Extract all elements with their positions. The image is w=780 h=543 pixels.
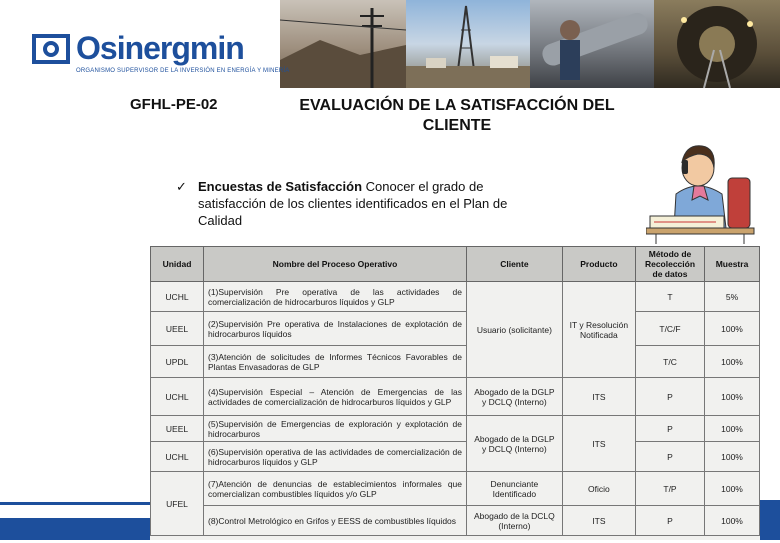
cell-producto: IT y Resolución Notificada — [562, 282, 635, 378]
cell-metodo: T/C — [636, 346, 705, 378]
table-row — [151, 506, 760, 536]
cell-proceso: (1)Supervisión Pre operativa de las actividades de comercialización de hidrocarburos líquidos y GLP — [204, 282, 467, 312]
cell-proceso: (6)Supervisión operativa de las actividades de comercialización de hidrocarburos líquidos y GLP — [204, 442, 467, 472]
cell-unidad: UCHL — [151, 282, 204, 312]
bullet-text — [198, 178, 538, 229]
cell-muestra: 100% — [705, 378, 760, 416]
cell-producto: Oficio — [562, 472, 635, 506]
footer-stripe — [0, 518, 150, 540]
process-table — [150, 246, 760, 536]
table-row — [151, 442, 760, 472]
cell-cliente: Usuario (solicitante) — [467, 282, 563, 378]
table-row — [151, 312, 760, 346]
table-header-row — [151, 247, 760, 282]
cell-metodo: P — [636, 378, 705, 416]
table-row — [151, 472, 760, 506]
cell-metodo: P — [636, 416, 705, 442]
header-cliente: Cliente — [467, 247, 563, 282]
cell-producto: ITS — [562, 506, 635, 536]
cell-muestra: 100% — [705, 506, 760, 536]
osinergmin-logo — [32, 30, 290, 80]
footer-corner — [760, 500, 780, 540]
table-row — [151, 346, 760, 378]
cell-proceso: (4)Supervisión Especial – Atención de Emergencias de las actividades de comercialización de hidrocarburos líquidos y GLP — [204, 378, 467, 416]
logo-name: Osinergmin — [76, 30, 244, 66]
cell-muestra: 100% — [705, 442, 760, 472]
cell-proceso: (5)Supervisión de Emergencias de exploración y explotación de hidrocarburos — [204, 416, 467, 442]
header-muestra: Muestra — [705, 247, 760, 282]
photo-power-lines — [280, 0, 406, 88]
cell-cliente: Abogado de la DGLP y DCLQ (Interno) — [467, 378, 563, 416]
cell-metodo: T/P — [636, 472, 705, 506]
cell-unidad: UFEL — [151, 472, 204, 536]
table-row — [151, 416, 760, 442]
woman-on-phone-clipart — [646, 138, 758, 244]
cell-unidad: UEEL — [151, 416, 204, 442]
document-code: GFHL-PE-02 — [130, 96, 218, 113]
cell-cliente: Abogado de la DCLQ (Interno) — [467, 506, 563, 536]
header-unidad: Unidad — [151, 247, 204, 282]
cell-proceso: (3)Atención de solicitudes de Informes Técnicos Favorables de Plantas Envasadoras de GLP — [204, 346, 467, 378]
cell-muestra: 100% — [705, 472, 760, 506]
logo-mark-icon — [32, 34, 70, 64]
bullet-description: Conocer el grado de satisfacción de los clientes identificados en el Plan de Calidad — [198, 179, 508, 228]
cell-cliente: Abogado de la DGLP y DCLQ (Interno) — [467, 416, 563, 472]
logo-subtitle: ORGANISMO SUPERVISOR DE LA INVERSIÓN EN ENERGÍA Y MINERÍA — [76, 68, 290, 74]
cell-metodo: T/C/F — [636, 312, 705, 346]
table-row — [151, 282, 760, 312]
cell-muestra: 100% — [705, 346, 760, 378]
cell-metodo: P — [636, 506, 705, 536]
cell-proceso: (8)Control Metrológico en Grifos y EESS de combustibles líquidos — [204, 506, 467, 536]
table-row — [151, 378, 760, 416]
header-proceso: Nombre del Proceso Operativo — [204, 247, 467, 282]
cell-muestra: 100% — [705, 416, 760, 442]
cell-unidad: UEEL — [151, 312, 204, 346]
satisfaction-table — [150, 246, 760, 540]
bullet-bold-label: Encuestas de Satisfacción — [198, 179, 363, 194]
photo-mine-tunnel — [654, 0, 780, 88]
header-producto: Producto — [562, 247, 635, 282]
checkmark-icon: ✓ — [176, 179, 187, 194]
photo-pipeline-worker — [530, 0, 654, 88]
cell-cliente: Denunciante Identificado — [467, 472, 563, 506]
cell-proceso: (7)Atención de denuncias de establecimientos informales que comercializan combustibles líquidos y/o GLP — [204, 472, 467, 506]
header-photo-strip — [280, 0, 780, 88]
page-title: EVALUACIÓN DE LA SATISFACCIÓN DEL CLIENTE — [299, 97, 615, 134]
cell-muestra: 100% — [705, 312, 760, 346]
cell-proceso: (2)Supervisión Pre operativa de Instalaciones de explotación de hidrocarburos líquidos — [204, 312, 467, 346]
cell-unidad: UPDL — [151, 346, 204, 378]
cell-unidad: UCHL — [151, 378, 204, 416]
cell-metodo: T — [636, 282, 705, 312]
cell-metodo: P — [636, 442, 705, 472]
cell-producto: ITS — [562, 378, 635, 416]
photo-oil-rig — [406, 0, 530, 88]
cell-muestra: 5% — [705, 282, 760, 312]
header-metodo: Método de Recolección de datos — [636, 247, 705, 282]
cell-producto: ITS — [562, 416, 635, 472]
cell-unidad: UCHL — [151, 442, 204, 472]
